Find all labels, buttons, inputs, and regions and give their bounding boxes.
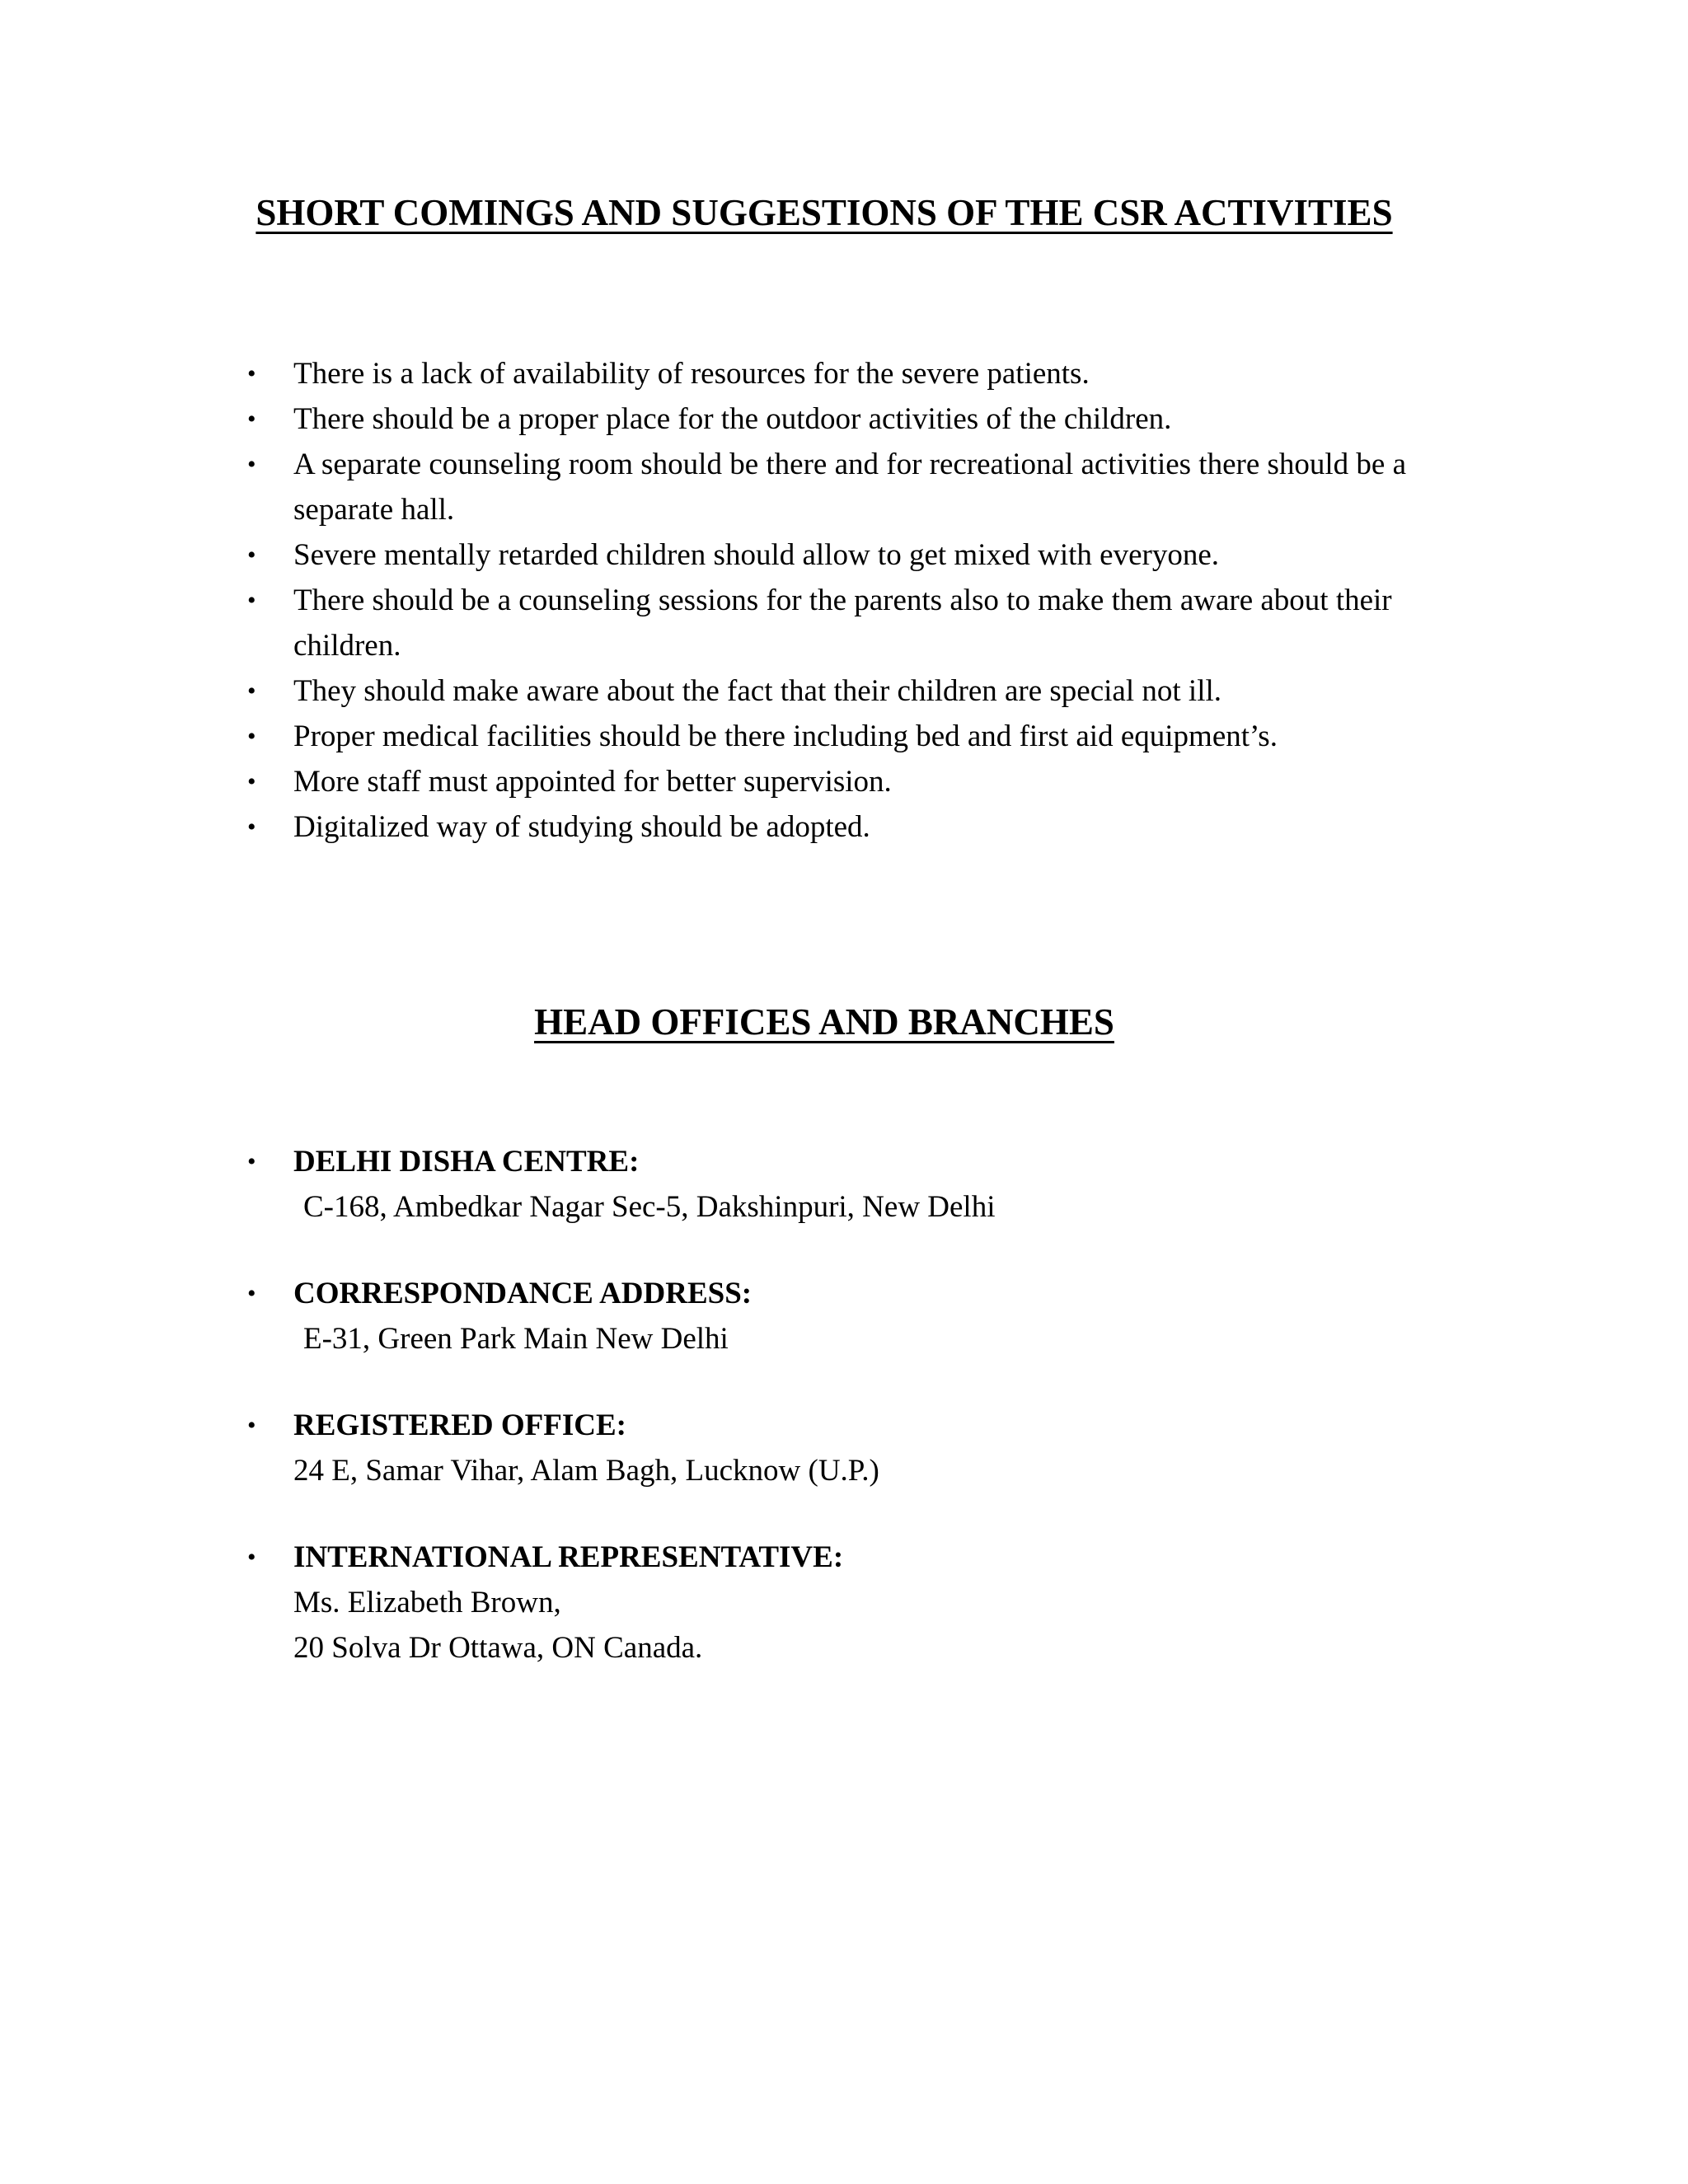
bullet-icon: •: [247, 723, 256, 750]
shortcoming-text: Severe mentally retarded children should allow to get mixed with everyone.: [293, 538, 1220, 572]
bullet-icon: •: [247, 451, 256, 478]
office-label: REGISTERED OFFICE:: [293, 1408, 626, 1442]
list-item: [247, 804, 1472, 850]
shortcoming-text: There is a lack of availability of resources for the severe patients.: [293, 357, 1090, 391]
office-label: DELHI DISHA CENTRE:: [293, 1145, 640, 1179]
bullet-icon: •: [247, 1148, 256, 1175]
list-item: [247, 351, 1472, 396]
list-item: [247, 442, 1472, 532]
list-item: [247, 668, 1472, 714]
office-item: [247, 1403, 1472, 1493]
bullet-icon: •: [247, 541, 256, 569]
bullet-icon: •: [247, 587, 256, 614]
list-item: [247, 396, 1472, 442]
shortcoming-text: There should be a counseling sessions for the parents also to make them aware about their children.: [293, 583, 1392, 663]
shortcoming-text: Proper medical facilities should be there including bed and first aid equipment’s.: [293, 719, 1278, 753]
office-address: C-168, Ambedkar Nagar Sec-5, Dakshinpuri, New Delhi: [303, 1190, 996, 1224]
office-address: E-31, Green Park Main New Delhi: [303, 1322, 729, 1356]
bullet-icon: •: [247, 813, 256, 841]
bullet-icon: •: [247, 1412, 256, 1439]
bullet-icon: •: [247, 360, 256, 387]
list-item: [247, 532, 1472, 578]
office-item: [247, 1139, 1472, 1230]
list-item: [247, 759, 1472, 804]
list-item: [247, 578, 1431, 668]
shortcoming-text: There should be a proper place for the outdoor activities of the children.: [293, 402, 1172, 436]
office-item: [247, 1271, 1472, 1361]
list-item: [247, 714, 1472, 759]
bullet-icon: •: [247, 405, 256, 433]
bullet-icon: •: [247, 677, 256, 705]
office-label: INTERNATIONAL REPRESENTATIVE:: [293, 1540, 844, 1574]
office-address: 20 Solva Dr Ottawa, ON Canada.: [293, 1631, 703, 1665]
shortcoming-text: More staff must appointed for better supervision.: [293, 765, 892, 799]
shortcoming-text: They should make aware about the fact that their children are special not ill.: [293, 674, 1222, 708]
bullet-icon: •: [247, 1544, 256, 1571]
bullet-icon: •: [247, 1280, 256, 1307]
bullet-icon: •: [247, 768, 256, 795]
shortcomings-heading: SHORT COMINGS AND SUGGESTIONS OF THE CSR ACTIVITIES: [256, 192, 1393, 233]
office-item: [247, 1535, 1472, 1671]
office-address: 24 E, Samar Vihar, Alam Bagh, Lucknow (U.P.): [293, 1454, 879, 1488]
offices-heading: HEAD OFFICES AND BRANCHES: [534, 1001, 1114, 1043]
office-contact-name: Ms. Elizabeth Brown,: [293, 1586, 561, 1619]
shortcoming-text: Digitalized way of studying should be adopted.: [293, 810, 870, 844]
shortcoming-text: A separate counseling room should be there and for recreational activities there should be a separate hall.: [293, 448, 1407, 527]
office-label: CORRESPONDANCE ADDRESS:: [293, 1277, 753, 1310]
